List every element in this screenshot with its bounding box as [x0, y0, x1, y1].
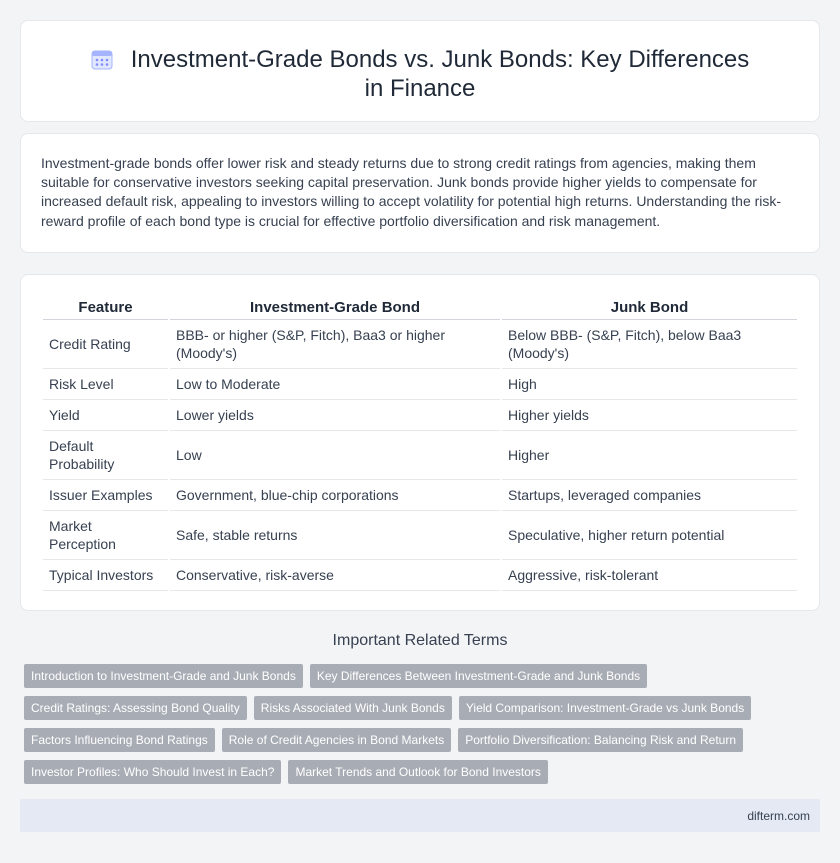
row-feature: Risk Level — [43, 369, 168, 400]
footer — [20, 799, 820, 832]
row-feature: Typical Investors — [43, 560, 168, 591]
related-term-link[interactable]: Factors Influencing Bond Ratings — [24, 728, 215, 752]
row-junk-value: Aggressive, risk-tolerant — [502, 560, 797, 591]
related-term-link[interactable]: Yield Comparison: Investment-Grade vs Junk Bonds — [459, 696, 751, 720]
related-terms-list — [24, 664, 824, 792]
table-row — [43, 400, 797, 431]
row-investment-grade-value: Safe, stable returns — [170, 511, 500, 560]
table-row — [43, 511, 797, 560]
row-junk-value: Speculative, higher return potential — [502, 511, 797, 560]
comparison-table-card — [20, 274, 820, 611]
row-feature: Yield — [43, 400, 168, 431]
column-header-investment-grade: Investment-Grade Bond — [170, 295, 500, 320]
table-row — [43, 480, 797, 511]
comparison-table — [41, 295, 799, 591]
calendar-icon — [91, 48, 113, 70]
related-term-link[interactable]: Market Trends and Outlook for Bond Investors — [288, 760, 547, 784]
related-term-link[interactable]: Credit Ratings: Assessing Bond Quality — [24, 696, 247, 720]
column-header-feature: Feature — [43, 295, 168, 320]
column-header-junk: Junk Bond — [502, 295, 797, 320]
row-junk-value: Startups, leveraged companies — [502, 480, 797, 511]
related-terms-title: Important Related Terms — [332, 632, 508, 649]
table-header-row — [43, 295, 797, 320]
row-investment-grade-value: Low to Moderate — [170, 369, 500, 400]
table-row — [43, 431, 797, 480]
table-row — [43, 369, 797, 400]
page-title-text: Investment-Grade Bonds vs. Junk Bonds: Key Differences in Finance — [130, 46, 750, 102]
row-investment-grade-value: Low — [170, 431, 500, 480]
related-term-link[interactable]: Risks Associated With Junk Bonds — [254, 696, 452, 720]
related-term-link[interactable]: Investor Profiles: Who Should Invest in Each? — [24, 760, 281, 784]
page-title — [21, 45, 819, 103]
row-feature: Issuer Examples — [43, 480, 168, 511]
description-card — [20, 133, 820, 253]
row-investment-grade-value: Lower yields — [170, 400, 500, 431]
row-junk-value: Below BBB- (S&P, Fitch), below Baa3 (Moody's) — [502, 320, 797, 369]
description-text: Investment-grade bonds offer lower risk and steady returns due to strong credit ratings from agencies, making them suitable for conservative investors seeking capital preservation. Junk bonds provide higher yields to compensate for increased default risk, appealing to investors willing to accept volatility for potential high returns. Understanding the risk-reward profile of each bond type is crucial for effective portfolio diversification and risk management. — [41, 155, 782, 229]
row-junk-value: Higher — [502, 431, 797, 480]
footer-site-link[interactable]: difterm.com — [747, 809, 810, 823]
related-term-link[interactable]: Portfolio Diversification: Balancing Risk and Return — [458, 728, 743, 752]
title-card — [20, 20, 820, 122]
table-row — [43, 560, 797, 591]
table-row — [43, 320, 797, 369]
row-feature: Default Probability — [43, 431, 168, 480]
row-investment-grade-value: Government, blue-chip corporations — [170, 480, 500, 511]
row-junk-value: Higher yields — [502, 400, 797, 431]
related-term-link[interactable]: Key Differences Between Investment-Grade and Junk Bonds — [310, 664, 647, 688]
related-term-link[interactable]: Role of Credit Agencies in Bond Markets — [222, 728, 451, 752]
row-junk-value: High — [502, 369, 797, 400]
row-investment-grade-value: Conservative, risk-averse — [170, 560, 500, 591]
row-feature: Market Perception — [43, 511, 168, 560]
related-term-link[interactable]: Introduction to Investment-Grade and Junk Bonds — [24, 664, 303, 688]
row-feature: Credit Rating — [43, 320, 168, 369]
row-investment-grade-value: BBB- or higher (S&P, Fitch), Baa3 or higher (Moody's) — [170, 320, 500, 369]
